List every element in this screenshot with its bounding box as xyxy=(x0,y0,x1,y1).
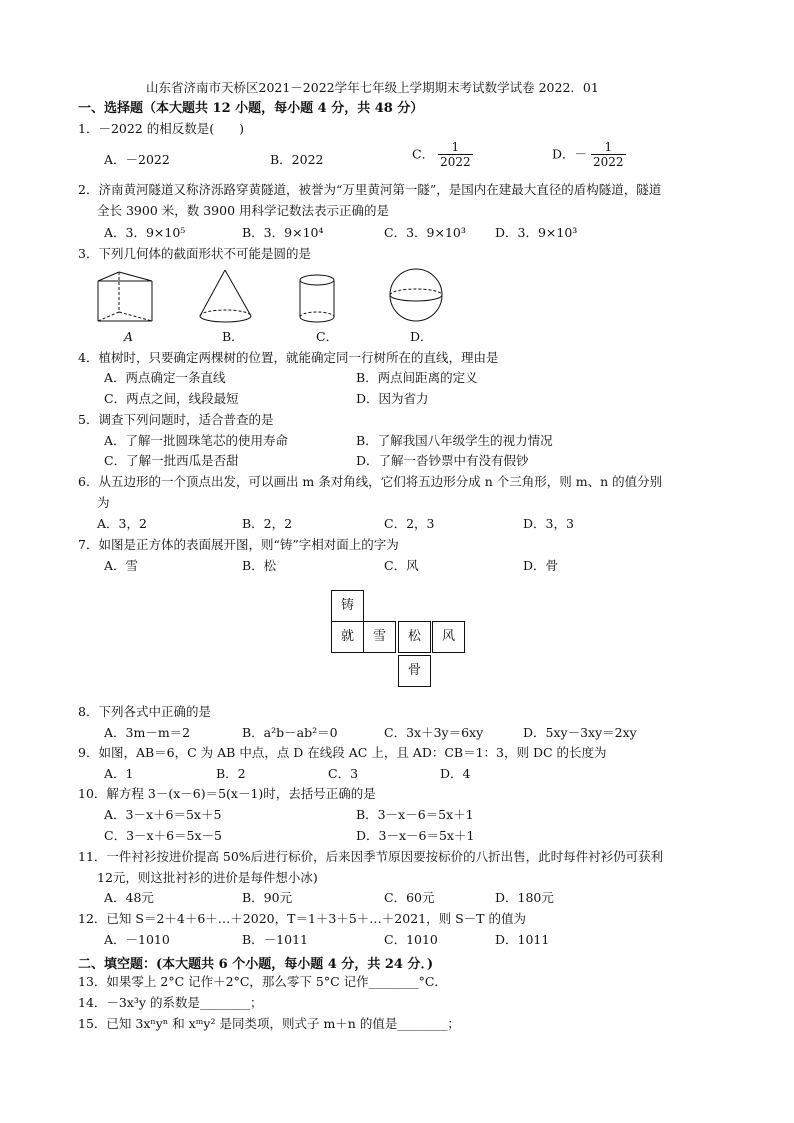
net-cell-jiu: 就 xyxy=(331,621,364,653)
q6-stem-line2: 为 xyxy=(97,495,110,510)
q2-option-d: D．3．9×10³ xyxy=(495,225,578,240)
q5-option-d: D．了解一沓钞票中有没有假钞 xyxy=(356,453,529,468)
q11-option-b: B．90元 xyxy=(242,890,293,905)
q13-stem: 13．如果零上 2°C 记作＋2°C，那么零下 5°C 记作________°C． xyxy=(78,974,447,989)
q10-option-a: A．3－x＋6＝5x＋5 xyxy=(104,807,222,822)
q6-stem-line1: 6．从五边形的一个顶点出发，可以画出 m 条对角线，它们将五边形分成 n 个三角形，则 m、n 的值分别 xyxy=(78,474,663,489)
q9-option-b: B．2 xyxy=(216,766,246,781)
q5-stem: 5．调查下列问题时，适合普查的是 xyxy=(78,412,274,427)
q6-option-c: C．2，3 xyxy=(384,516,435,531)
q5-option-c: C．了解一批西瓜是否甜 xyxy=(104,453,239,468)
q7-stem: 7．如图是正方体的表面展开图，则“铸”字相对面上的字为 xyxy=(78,537,399,552)
q8-option-b: B．a²b－ab²＝0 xyxy=(242,725,338,740)
q7-option-b: B．松 xyxy=(242,558,277,573)
q12-option-a: A．－1010 xyxy=(104,932,170,947)
q12-option-d: D．1011 xyxy=(495,932,550,947)
q1-option-c: C． $\frac{1}{2022}$ xyxy=(412,140,471,169)
section-1-heading: 一、选择题（本大题共 12 小题，每小题 4 分，共 48 分） xyxy=(78,101,424,116)
q11-stem-line1: 11．一件衬衫按进价提高 50%后进行标价，后来因季节原因要按标价的八折出售，此时每件衬衫仍可获利 xyxy=(78,849,664,864)
q6-option-d: D．3，3 xyxy=(523,516,574,531)
q11-option-d: D．180元 xyxy=(495,890,554,905)
q10-option-c: C．3－x＋6＝5x－5 xyxy=(104,828,222,843)
q2-stem-line2: 全长 3900 米，数 3900 用科学记数法表示正确的是 xyxy=(97,203,390,218)
q7-option-d: D．骨 xyxy=(523,558,559,573)
q8-option-a: A．3m－m＝2 xyxy=(104,725,191,740)
q1-option-b: B．2022 xyxy=(270,152,324,167)
q8-option-c: C．3x＋3y＝6xy xyxy=(384,725,484,740)
q1-stem: 1．－2022 的相反数是( ) xyxy=(78,121,244,136)
q1-fraction-d: $\frac{1}{2022}$ xyxy=(593,140,624,169)
q9-option-d: D．4 xyxy=(440,766,471,781)
q12-option-b: B．－1011 xyxy=(242,932,308,947)
q3-label-d: D． xyxy=(410,329,433,344)
q3-label-a: A xyxy=(124,329,134,344)
page-title: 山东省济南市天桥区2021－2022学年七年级上学期期末考试数学试卷 2022．01 xyxy=(146,80,599,95)
net-cell-zhu: 铸 xyxy=(331,590,364,622)
q8-option-d: D．5xy－3xy＝2xy xyxy=(523,725,637,740)
q6-option-b: B．2，2 xyxy=(242,516,293,531)
q3-label-b: B． xyxy=(222,329,244,344)
q1-fraction-c: $\frac{1}{2022}$ xyxy=(440,140,471,169)
q11-option-c: C．60元 xyxy=(384,890,435,905)
section-2-heading: 二、填空题：(本大题共 6 个小题，每小题 4 分，共 24 分．) xyxy=(78,957,434,972)
q11-stem-line2: 12元，则这批衬衫的进价是每件想小冰) xyxy=(97,870,318,885)
q2-option-a: A．3．9×10⁵ xyxy=(104,225,186,240)
q4-option-d: D．因为省力 xyxy=(356,391,429,406)
q5-option-a: A．了解一批圆珠笔芯的使用寿命 xyxy=(104,433,289,448)
q5-option-b: B．了解我国八年级学生的视力情况 xyxy=(356,433,553,448)
net-cell-xue: 雪 xyxy=(363,621,396,653)
q4-option-c: C．两点之间，线段最短 xyxy=(104,391,239,406)
q2-option-c: C．3．9×10³ xyxy=(384,225,466,240)
q14-stem: 14．－3x³y 的系数是________； xyxy=(78,995,263,1010)
q4-option-b: B．两点间距离的定义 xyxy=(356,370,478,385)
q9-option-a: A．1 xyxy=(104,766,134,781)
q2-option-b: B．3．9×10⁴ xyxy=(242,225,324,240)
sphere-figure xyxy=(385,265,447,325)
cone-figure xyxy=(196,266,256,328)
q3-label-c: C． xyxy=(316,329,339,344)
q7-option-c: C．风 xyxy=(384,558,419,573)
q6-option-a: A．3，2 xyxy=(97,516,147,531)
q3-stem: 3．下列几何体的截面形状不可能是圆的是 xyxy=(78,246,311,261)
q9-option-c: C．3 xyxy=(328,766,359,781)
q4-option-a: A．两点确定一条直线 xyxy=(104,370,226,385)
cylinder-figure xyxy=(296,272,340,326)
q9-stem: 9．如图，AB＝6，C 为 AB 中点，点 D 在线段 AC 上，且 AD：CB＝1：3，则 DC 的长度为 xyxy=(78,745,607,760)
q10-option-b: B．3－x－6＝5x＋1 xyxy=(356,807,474,822)
q7-option-a: A．雪 xyxy=(104,558,139,573)
net-cell-song: 松 xyxy=(398,621,431,653)
q11-option-a: A．48元 xyxy=(104,890,154,905)
q2-stem-line1: 2．济南黄河隧道又称济泺路穿黄隧道，被誉为“万里黄河第一隧”，是国内在建最大直径的盾构隧道，隧道 xyxy=(78,182,662,197)
q15-stem: 15．已知 3xⁿyⁿ 和 xᵐy² 是同类项，则式子 m＋n 的值是________； xyxy=(78,1016,460,1031)
q1-option-d: D．－ $\frac{1}{2022}$ xyxy=(552,140,624,169)
q12-stem: 12．已知 S＝2＋4＋6＋…＋2020，T＝1＋3＋5＋…＋2021，则 S－T 的值为 xyxy=(78,911,526,926)
q8-stem: 8．下列各式中正确的是 xyxy=(78,704,211,719)
net-cell-feng: 风 xyxy=(432,621,465,653)
q10-option-d: D．3－x－6＝5x＋1 xyxy=(356,828,475,843)
q4-stem: 4．植树时，只要确定两棵树的位置，就能确定同一行树所在的直线，理由是 xyxy=(78,350,499,365)
net-cell-gu: 骨 xyxy=(398,655,431,687)
triangular-prism-figure xyxy=(94,268,158,326)
q10-stem: 10．解方程 3－(x－6)＝5(x－1)时，去括号正确的是 xyxy=(78,786,376,801)
q1-option-a: A．－2022 xyxy=(104,152,170,167)
q12-option-c: C．1010 xyxy=(384,932,438,947)
